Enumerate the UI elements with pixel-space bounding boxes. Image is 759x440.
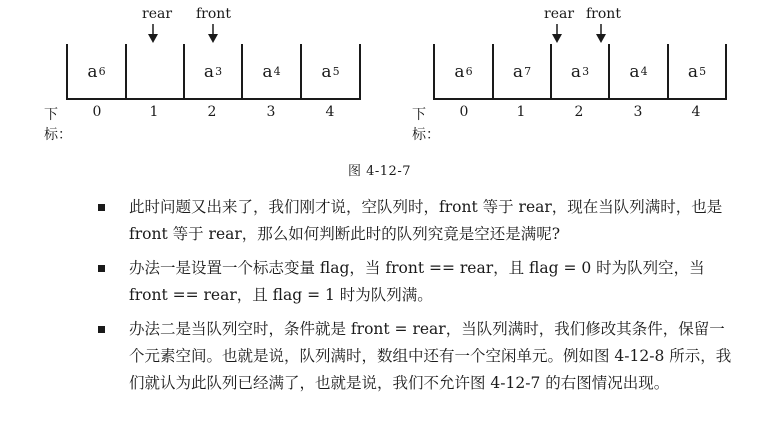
rear-pointer-label: rear (142, 6, 173, 22)
index-value: 3 (633, 104, 643, 120)
front-pointer-label: front (196, 6, 231, 22)
list-item (96, 316, 736, 397)
front-arrow-icon (206, 24, 220, 44)
array-cell: a 6 (87, 61, 106, 82)
index-value: 4 (691, 104, 701, 120)
index-value: 0 (459, 104, 469, 120)
array-cell: a 5 (687, 61, 707, 82)
index-value: 1 (516, 104, 526, 120)
array-cell: a 6 (454, 61, 473, 82)
list-item (96, 255, 736, 309)
bullet-square-icon (98, 326, 105, 333)
bullet-square-icon (98, 265, 105, 272)
rear-arrow-icon (550, 24, 564, 44)
index-value: 3 (266, 104, 276, 120)
bullet-square-icon (98, 204, 105, 211)
array-cell: a 3 (570, 61, 590, 82)
array-cell: a 4 (262, 61, 281, 82)
index-value: 2 (574, 104, 584, 120)
index-value: 4 (325, 104, 335, 120)
front-pointer-label: front (586, 6, 621, 22)
array-cell (127, 44, 183, 99)
array-cell: a 4 (629, 61, 648, 82)
bullet-text: 办法一是设置一个标志变量 flag，当 front == rear，且 flag = 0 时为队列空，当 front == rear，且 flag = 1 时为队列满。 (129, 259, 705, 304)
rear-arrow-icon (146, 24, 160, 44)
rear-pointer-label: rear (544, 6, 575, 22)
index-value: 2 (207, 104, 217, 120)
bullet-list (96, 194, 736, 404)
index-value: 0 (92, 104, 102, 120)
figure-caption: 图 4-12-7 (347, 164, 411, 179)
array-cell: a 5 (321, 61, 340, 82)
bullet-text: 办法二是当队列空时，条件就是 front = rear，当队列满时，我们修改其条件，保留一个元素空间。也就是说，队列满时，数组中还有一个空闲单元。例如图 4-12-8 所示，我们就认为此队列已经满了，也就是说，我们不允许图 4-12-7 的右图情况出现。 (129, 320, 732, 392)
array-cell: a 7 (512, 61, 532, 82)
index-label: 下标： (412, 107, 440, 143)
list-item (96, 194, 736, 248)
index-label: 下标： (44, 107, 72, 143)
array-cell: a 3 (203, 61, 223, 82)
bullet-text: 此时问题又出来了，我们刚才说，空队列时，front 等于 rear，现在当队列满时，也是 front 等于 rear，那么如何判断此时的队列究竟是空还是满呢? (129, 198, 723, 243)
index-value: 1 (149, 104, 159, 120)
front-arrow-icon (594, 24, 608, 44)
